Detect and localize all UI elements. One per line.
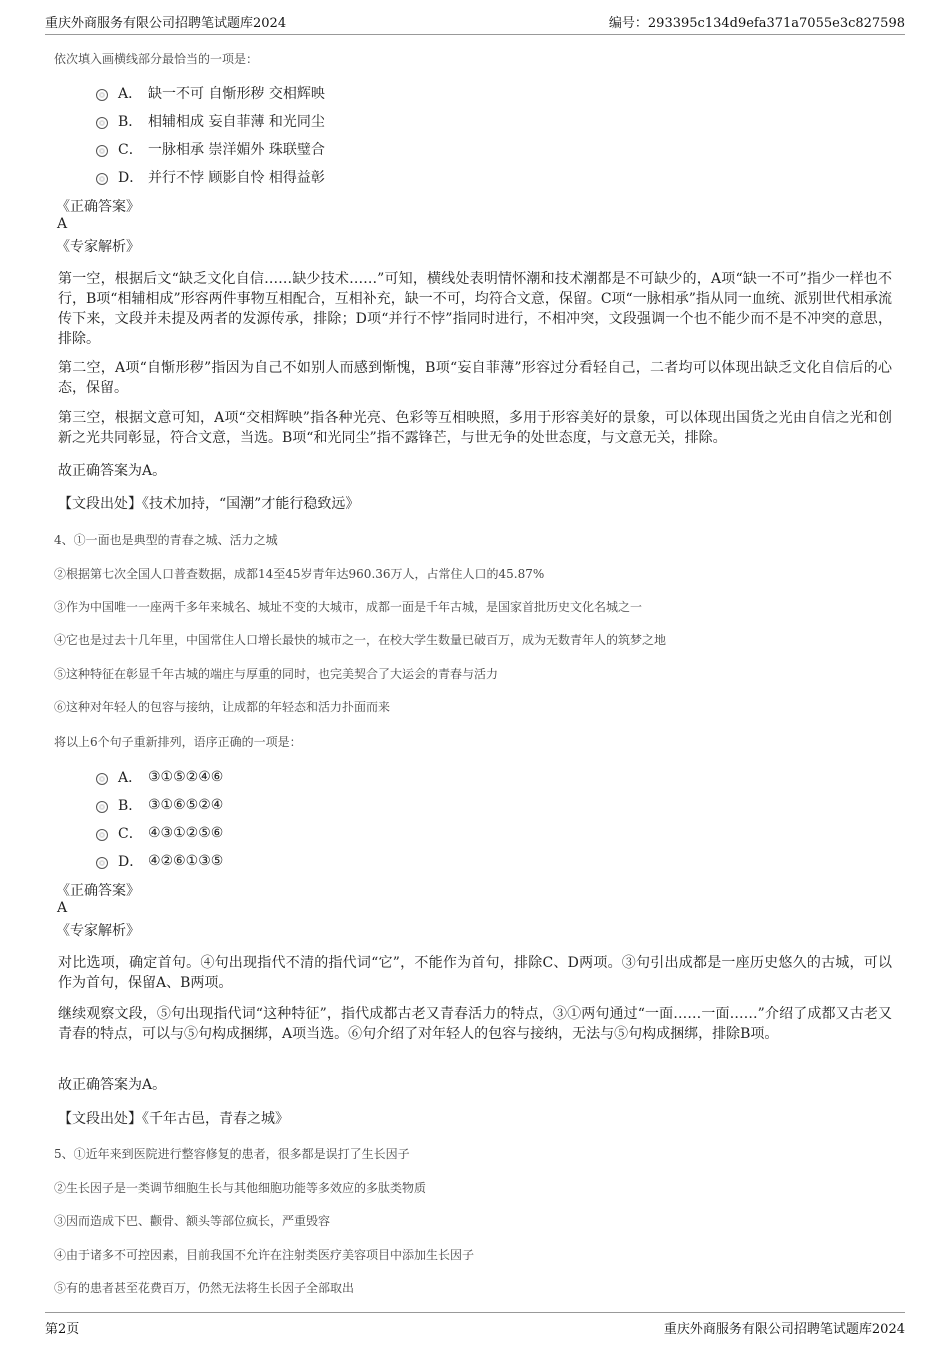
analysis-conclusion: 故正确答案为A。: [58, 1077, 167, 1093]
analysis-conclusion: 故正确答案为A。: [58, 463, 167, 479]
option-b[interactable]: [96, 795, 223, 815]
page-header: [45, 12, 905, 35]
radio-icon[interactable]: [96, 801, 108, 813]
answer-label: 《正确答案》: [56, 883, 140, 899]
footer-title: 重庆外商服务有限公司招聘笔试题库2024: [663, 1322, 905, 1337]
option-a[interactable]: [96, 83, 325, 103]
answer-label: 《正确答案》: [56, 199, 140, 215]
radio-icon[interactable]: [96, 829, 108, 841]
option-a[interactable]: [96, 767, 223, 787]
option-letter: D．: [118, 170, 144, 186]
option-d[interactable]: [96, 851, 223, 871]
analysis-paragraph: 继续观察文段，⑤句出现指代词“这种特征”，指代成都古老又青春活力的特点，③①两句通过“一面……一面……”介绍了成都又古老又青春的特点，可以与⑤句构成捆绑，A项当选。⑥句介绍了对年轻人的包容与接纳，无法与⑤句构成捆绑，排除B项。: [58, 1006, 892, 1042]
question-sentence: ⑤有的患者甚至花费百万，仍然无法将生长因子全部取出: [54, 1281, 355, 1295]
analysis-paragraph: 对比选项，确定首句。④句出现指代不清的指代词“它”，不能作为首句，排除C、D两项。③句引出成都是一座历史悠久的古城，可以作为首句，保留A、B两项。: [58, 955, 892, 991]
option-letter: C．: [118, 826, 143, 842]
source-citation: 【文段出处】《技术加持，“国潮”才能行稳致远》: [58, 496, 360, 512]
radio-icon[interactable]: [96, 89, 108, 101]
radio-icon[interactable]: [96, 773, 108, 785]
radio-icon[interactable]: [96, 145, 108, 157]
analysis-label: 《专家解析》: [56, 923, 140, 939]
option-letter: C．: [118, 142, 143, 158]
header-doc-id: 编号：293395c134d9efa371a7055e3c827598: [608, 16, 905, 31]
option-text: 相辅相成 妄自菲薄 和光同尘: [148, 114, 325, 130]
option-text: ④②⑥①③⑤: [148, 853, 224, 869]
question-prompt: 将以上6个句子重新排列，语序正确的一项是：: [54, 735, 302, 749]
page-number: 第2页: [45, 1322, 80, 1337]
question-sentence: ②生长因子是一类调节细胞生长与其他细胞功能等多效应的多肽类物质: [54, 1181, 427, 1195]
question-sentence: ⑥这种对年轻人的包容与接纳，让成都的年轻态和活力扑面而来: [54, 700, 391, 714]
source-citation: 【文段出处】《千年古邑，青春之城》: [58, 1111, 289, 1127]
question-sentence: 5、①近年来到医院进行整容修复的患者，很多都是误打了生长因子: [54, 1147, 410, 1161]
option-c[interactable]: [96, 823, 223, 843]
radio-icon[interactable]: [96, 857, 108, 869]
question-sentence: ⑤这种特征在彰显千年古城的端庄与厚重的同时，也完美契合了大运会的青春与活力: [54, 667, 499, 681]
analysis-paragraph: 第二空，A项“自惭形秽”指因为自己不如别人而感到惭愧，B项“妄自菲薄”形容过分看轻自己，二者均可以体现出缺乏文化自信后的心态，保留。: [58, 360, 892, 396]
question-sentence: ④由于诸多不可控因素，目前我国不允许在注射类医疗美容项目中添加生长因子: [54, 1248, 475, 1262]
header-title: 重庆外商服务有限公司招聘笔试题库2024: [45, 16, 287, 31]
analysis-paragraph: 第一空，根据后文“缺乏文化自信……缺少技术……”可知，横线处表明情怀潮和技术潮都是不可缺少的，A项“缺一不可”指少一样也不行，B项“相辅相成”形容两件事物互相配合，互相补充，缺一不可，均符合文意，保留。C项“一脉相承”指从同一血统、派别世代相承流传下来，文段并未提及两者的发源传承，排除；D项“并行不悖”指同时进行，不相冲突，文段强调一个也不能少而不是不冲突的意思，排除。: [58, 271, 892, 347]
analysis-label: 《专家解析》: [56, 239, 140, 255]
option-text: ③①⑤②④⑥: [148, 769, 224, 785]
option-letter: B．: [118, 114, 143, 130]
option-letter: A．: [118, 86, 143, 102]
question-sentence: ②根据第七次全国人口普查数据，成都14至45岁青年达960.36万人，占常住人口的45.87%: [54, 567, 545, 581]
radio-icon[interactable]: [96, 117, 108, 129]
question-sentence: ③因而造成下巴、颧骨、额头等部位疯长，严重毁容: [54, 1214, 331, 1228]
option-text: 一脉相承 崇洋媚外 珠联璧合: [148, 142, 325, 158]
answer-value: A: [57, 216, 68, 232]
option-c[interactable]: [96, 139, 325, 159]
question-sentence: 4、①一面也是典型的青春之城、活力之城: [54, 533, 278, 547]
option-text: ④③①②⑤⑥: [148, 825, 224, 841]
option-text: 缺一不可 自惭形秽 交相辉映: [148, 86, 325, 102]
radio-icon[interactable]: [96, 173, 108, 185]
answer-value: A: [57, 900, 68, 916]
analysis-paragraph: 第三空，根据文意可知，A项“交相辉映”指各种光亮、色彩等互相映照，多用于形容美好的景象，可以体现出国货之光由自信之光和创新之光共同彰显，符合文意，当选。B项“和光同尘”指不露锋芒，与世无争的处世态度，与文意无关，排除。: [58, 410, 892, 446]
page-footer: [45, 1312, 905, 1337]
option-letter: D．: [118, 854, 144, 870]
option-text: ③①⑥⑤②④: [148, 797, 224, 813]
option-letter: B．: [118, 798, 143, 814]
option-text: 并行不悖 顾影自怜 相得益彰: [148, 170, 325, 186]
option-letter: A．: [118, 770, 143, 786]
option-b[interactable]: [96, 111, 325, 131]
question-prompt: 依次填入画横线部分最恰当的一项是：: [54, 52, 259, 66]
question-sentence: ③作为中国唯一一座两千多年来城名、城址不变的大城市，成都一面是千年古城，是国家首批历史文化名城之一: [54, 600, 643, 614]
question-sentence: ④它也是过去十几年里，中国常住人口增长最快的城市之一，在校大学生数量已破百万，成为无数青年人的筑梦之地: [54, 633, 667, 647]
option-d[interactable]: [96, 167, 325, 187]
